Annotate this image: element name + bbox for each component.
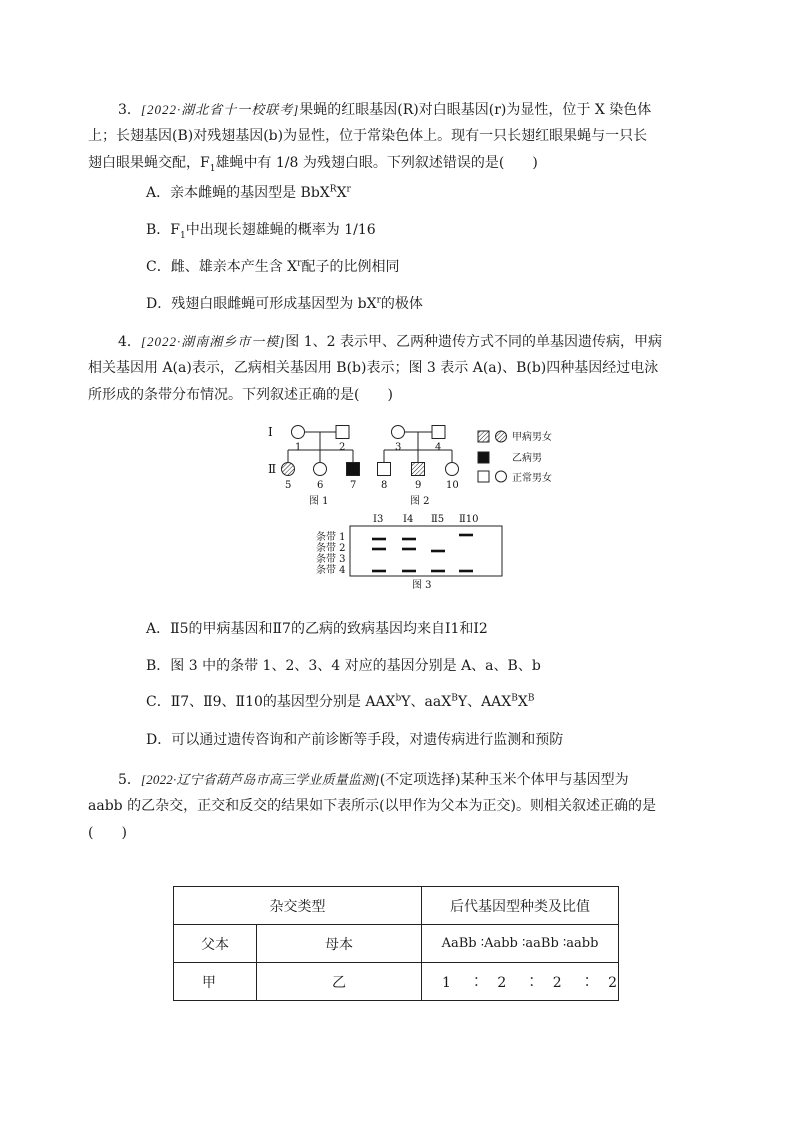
- gel-box: [350, 526, 502, 576]
- q4-option-b: B．图 3 中的条带 1、2、3、4 对应的基因分别是 A、a、B、b: [146, 658, 541, 674]
- q3-option-d: D．残翅白眼雌蝇可形成基因型为 $bX^r$的极体: [146, 295, 423, 312]
- id-3: 3: [395, 442, 402, 453]
- gen-label-2: Ⅱ: [268, 462, 277, 476]
- q4-stem-line1: 4．[2022·湖南湘乡市一模]图 1、2 表示甲、乙两种遗传方式不同的单基因遗传病，甲病: [118, 334, 663, 350]
- id-1: 1: [295, 442, 302, 453]
- legend-yi: 乙病男: [512, 453, 542, 464]
- q4-stem-line2: 相关基因用 A(a)表示，乙病相关基因用 B(b)表示；图 3 表示 A(a)、B(b)四种基因经过电泳: [88, 360, 659, 376]
- id-7: 7: [350, 480, 357, 491]
- band-label-2: 条带 2: [316, 543, 346, 554]
- pedigree-figure: [260, 422, 600, 592]
- q3-stem-line2: 上；长翅基因(B)对残翅基因(b)为显性，位于常染色体上。现有一只长翅红眼果蝇与一只长: [88, 128, 648, 144]
- ind-5: [282, 463, 295, 476]
- q3-option-b: B．$F_1$中出现长翅雄蝇的概率为 1/16: [146, 222, 376, 241]
- row-mother: 乙: [257, 963, 422, 1001]
- genotype-list: AaBb ∶Aabb ∶aaBb ∶aabb: [422, 925, 619, 963]
- ind-9: [412, 463, 425, 476]
- legend-normal: 正常男女: [512, 473, 552, 484]
- id-5: 5: [285, 480, 292, 491]
- ind-7: [347, 463, 360, 476]
- ind-10: [446, 463, 459, 476]
- q5-stem-line1: 5．[2022·辽宁省葫芦岛市高三学业质量监测](不定项选择)某种玉米个体甲与基因型为: [118, 772, 629, 788]
- header-mother: 母本: [257, 925, 422, 963]
- q4-option-c: C．Ⅱ7、Ⅱ9、Ⅱ10的基因型分别是 AAX$^b$Y、aaX$^B$Y、$AAX^BX^B$: [146, 693, 535, 710]
- q4-source: [2022·湖南湘乡市一模]: [140, 334, 286, 349]
- q4-option-a: A．Ⅱ5的甲病基因和Ⅱ7的乙病的致病基因均来自Ⅰ1和Ⅰ2: [146, 621, 488, 637]
- header-offspring: 后代基因型种类及比值: [422, 887, 619, 925]
- fig1-caption: 图 1: [309, 496, 329, 507]
- lane-II5: Ⅱ5: [431, 514, 445, 525]
- lane-I4: Ⅰ4: [403, 514, 414, 525]
- header-cross-type: 杂交类型: [174, 887, 422, 925]
- row-father: 甲: [174, 963, 257, 1001]
- band-label-4: 条带 4: [316, 565, 346, 576]
- ind-2: [336, 426, 349, 439]
- id-6: 6: [317, 480, 324, 491]
- id-9: 9: [415, 480, 422, 491]
- q3-stem-line1: 3．[2022·湖北省十一校联考]果蝇的红眼基因(R)对白眼基因(r)为显性，位于 X 染色体: [118, 102, 652, 118]
- q4-stem-line3: 所形成的条带分布情况。下列叙述正确的是( ): [88, 387, 393, 403]
- band-label-3: 条带 3: [316, 554, 346, 565]
- ratio-values: 1 ∶ 2 ∶ 2 ∶ 2: [422, 963, 619, 1001]
- cross-table: [173, 886, 619, 1001]
- q3-option-c: C．雌、雄亲本产生含 $X^r$配子的比例相同: [146, 258, 400, 275]
- header-father: 父本: [174, 925, 257, 963]
- ind-1: [292, 426, 305, 439]
- id-10: 10: [446, 480, 459, 491]
- gen-label-1: Ⅰ: [268, 425, 273, 439]
- pedigree-svg: [260, 422, 600, 592]
- q4-option-d: D．可以通过遗传咨询和产前诊断等手段，对遗传病进行监测和预防: [146, 732, 564, 748]
- band-label-1: 条带 1: [316, 532, 346, 543]
- q5-stem-line2: aabb 的乙杂交，正交和反交的结果如下表所示(以甲作为父本为正交)。则相关叙述正确的是: [88, 798, 656, 814]
- ind-8: [378, 463, 391, 476]
- q5-stem-line3: ( ): [88, 825, 127, 841]
- q3-stem-line3: 翅白眼果蝇交配，$F_1$雄蝇中有 1/8 为残翅白眼。下列叙述错误的是( ): [88, 155, 538, 174]
- legend-jia: 甲病男女: [512, 432, 552, 443]
- lane-II10: Ⅱ10: [459, 514, 479, 525]
- id-8: 8: [381, 480, 388, 491]
- ind-6: [314, 463, 327, 476]
- q3-source: [2022·湖北省十一校联考]: [140, 102, 300, 117]
- ind-3: [392, 426, 405, 439]
- q5-source: [2022·辽宁省葫芦岛市高三学业质量监测]: [140, 772, 380, 787]
- fig2-caption: 图 2: [410, 496, 430, 507]
- lane-I3: Ⅰ3: [373, 514, 384, 525]
- q3-option-a: A．亲本雌蝇的基因型是 $BbX^RX^r$: [146, 184, 351, 201]
- id-4: 4: [435, 442, 442, 453]
- ind-4: [432, 426, 445, 439]
- id-2: 2: [339, 442, 346, 453]
- fig3-caption: 图 3: [412, 580, 432, 591]
